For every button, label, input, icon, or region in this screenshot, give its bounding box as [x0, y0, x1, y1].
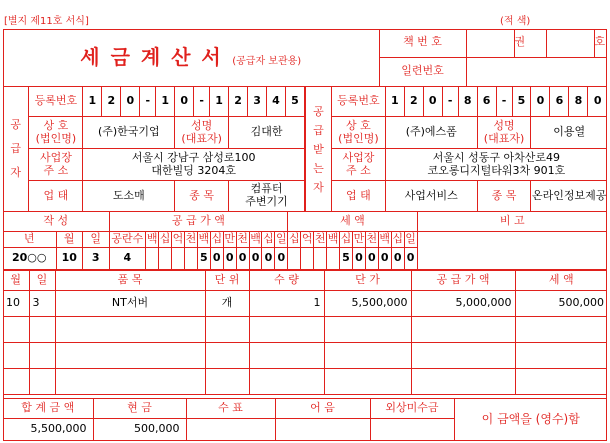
serial-label: 일련번호	[379, 57, 466, 86]
item-month[interactable]	[3, 369, 29, 395]
title-cell	[3, 29, 379, 86]
supplier-company-value: (주)한국기업	[83, 117, 175, 149]
blank-count-label: 공란수	[109, 232, 146, 248]
page-title: 세 금 계 산 서	[80, 44, 223, 69]
tax-digit	[301, 248, 314, 270]
totals-value[interactable]	[186, 419, 275, 441]
page-subtitle: (공급자 보관용)	[232, 55, 302, 67]
item-unit[interactable]	[205, 369, 249, 395]
item-supply[interactable]	[411, 317, 515, 343]
book-no-field[interactable]	[466, 29, 514, 57]
receiver-reg-digit: 1	[385, 87, 404, 117]
tax-unit-label: 일	[404, 232, 417, 248]
supplier-block	[3, 86, 305, 212]
supply-unit-label: 십	[210, 232, 223, 248]
note-header: 비 고	[417, 212, 607, 232]
supply-header: 공 급 가 액	[109, 212, 288, 232]
receipt-text: 이 금액을 (영수)함	[454, 399, 607, 441]
receiver-reg-digit: 2	[404, 87, 423, 117]
supplier-reg-digit: 1	[156, 87, 175, 117]
tax-unit-label: 만	[352, 232, 365, 248]
supply-unit-label: 천	[184, 232, 197, 248]
item-header: 일	[29, 271, 55, 291]
item-month[interactable]: 10	[3, 291, 29, 317]
supply-digit: 0	[249, 248, 262, 270]
supply-unit-label: 백	[197, 232, 210, 248]
totals-value[interactable]	[370, 419, 454, 441]
date-header: 작 성	[3, 212, 109, 232]
supply-unit-label: 천	[236, 232, 249, 248]
supplier-reg-digit: 0	[175, 87, 194, 117]
copy-color-note: (적 색)	[500, 16, 531, 27]
item-tax[interactable]	[515, 317, 607, 343]
receiver-reg-digit: 6	[550, 87, 569, 117]
tax-digit: 5	[340, 248, 353, 270]
tax-unit-label: 백	[378, 232, 391, 248]
tax-unit-label: 억	[301, 232, 314, 248]
item-name[interactable]	[55, 343, 205, 369]
supply-digit	[146, 248, 159, 270]
serial-field-4[interactable]	[594, 57, 607, 86]
tax-digit	[288, 248, 301, 270]
receiver-company-value: (주)에스폼	[385, 117, 477, 149]
totals-header: 수 표	[186, 399, 275, 419]
supply-digit: 5	[197, 248, 210, 270]
receiver-item-value: 온라인정보제공	[531, 181, 607, 212]
item-day[interactable]: 3	[29, 291, 55, 317]
supplier-name-value: 김대한	[229, 117, 305, 149]
supplier-reg-dash: -	[194, 87, 210, 117]
receiver-type-label: 업 태	[331, 181, 385, 212]
item-tax[interactable]: 500,000	[515, 291, 607, 317]
receiver-type-value: 사업서비스	[385, 181, 477, 212]
item-row	[3, 369, 607, 395]
totals-table	[3, 398, 607, 441]
item-month[interactable]	[3, 317, 29, 343]
totals-value[interactable]: 500,000	[93, 419, 186, 441]
year-label: 년	[3, 232, 56, 248]
item-qty[interactable]	[249, 369, 324, 395]
receiver-item-label: 종 목	[477, 181, 531, 212]
item-qty[interactable]	[249, 317, 324, 343]
tax-unit-label: 십	[391, 232, 404, 248]
item-day[interactable]	[29, 317, 55, 343]
tax-header: 세 액	[288, 212, 417, 232]
tax-unit-label: 천	[314, 232, 327, 248]
supplier-reg-digit: 1	[210, 87, 229, 117]
tax-digit: 0	[378, 248, 391, 270]
receiver-reg-dash: -	[442, 87, 458, 117]
supplier-reg-digit: 2	[229, 87, 248, 117]
receiver-reg-digit: 8	[458, 87, 477, 117]
item-unit[interactable]	[205, 317, 249, 343]
item-price[interactable]	[324, 317, 411, 343]
receiver-side-label: 공 급 받 는 자	[306, 87, 332, 212]
item-price[interactable]: 5,500,000	[324, 291, 411, 317]
item-day[interactable]	[29, 369, 55, 395]
totals-header: 외상미수금	[370, 399, 454, 419]
tax-unit-label: 백	[327, 232, 340, 248]
form-number-note: [별지 제11호 서식]	[4, 16, 89, 27]
day-value: 3	[83, 248, 110, 270]
blank-count-value: 4	[109, 248, 146, 270]
receiver-reg-digit: 0	[531, 87, 550, 117]
receiver-reg-digit: 8	[569, 87, 588, 117]
receiver-reg-digit: 0	[423, 87, 442, 117]
tax-unit-label: 십	[340, 232, 353, 248]
supplier-reg-digit: 5	[285, 87, 304, 117]
tax-unit-label: 천	[365, 232, 378, 248]
items-table	[3, 270, 607, 395]
supply-unit-label: 일	[275, 232, 288, 248]
receiver-block	[305, 86, 607, 212]
supply-digit: 0	[236, 248, 249, 270]
supply-unit-label: 십	[262, 232, 275, 248]
tax-digit: 0	[404, 248, 417, 270]
supplier-reg-digit: 3	[248, 87, 267, 117]
receiver-company-label: 상 호 (법인명)	[331, 117, 385, 149]
supplier-type-label: 업 태	[29, 181, 83, 212]
item-supply[interactable]	[411, 343, 515, 369]
supplier-item-value: 컴퓨터 주변기기	[229, 181, 305, 212]
book-no-label: 책 번 호	[379, 29, 466, 57]
receiver-name-value: 이용열	[531, 117, 607, 149]
totals-header: 합 계 금 액	[3, 399, 93, 419]
item-qty[interactable]	[249, 343, 324, 369]
gwon-label: 권	[514, 29, 546, 57]
supply-digit: 0	[223, 248, 236, 270]
month-value: 10	[56, 248, 83, 270]
supplier-reg-digit: 1	[83, 87, 102, 117]
tax-digit: 0	[365, 248, 378, 270]
supplier-reg-digit: 4	[267, 87, 286, 117]
tax-digit	[314, 248, 327, 270]
supplier-reg-digit: 0	[121, 87, 140, 117]
receiver-name-label: 성명 (대표자)	[477, 117, 531, 149]
ho-label: 호	[594, 29, 607, 57]
item-name[interactable]	[55, 369, 205, 395]
supplier-address-value: 서울시 강남구 삼성로100 대한빌딩 3204호	[83, 149, 305, 181]
tax-unit-label: 십	[288, 232, 301, 248]
supply-digit: 0	[210, 248, 223, 270]
day-label: 일	[83, 232, 110, 248]
supply-unit-label: 억	[172, 232, 185, 248]
tax-digit: 0	[391, 248, 404, 270]
supply-unit-label: 백	[146, 232, 159, 248]
supply-digit	[172, 248, 185, 270]
totals-header: 어 음	[275, 399, 370, 419]
item-supply[interactable]	[411, 369, 515, 395]
item-price[interactable]	[324, 343, 411, 369]
item-header: 단 위	[205, 271, 249, 291]
supply-digit: 0	[262, 248, 275, 270]
supplier-reg-dash: -	[140, 87, 156, 117]
item-name[interactable]	[55, 317, 205, 343]
note-field[interactable]	[417, 232, 607, 270]
supplier-company-label: 상 호 (법인명)	[29, 117, 83, 149]
item-qty[interactable]: 1	[249, 291, 324, 317]
item-header: 월	[3, 271, 29, 291]
receiver-reg-label: 등록번호	[331, 87, 385, 117]
tax-digit: 0	[352, 248, 365, 270]
supply-unit-label: 만	[223, 232, 236, 248]
serial-field-1[interactable]	[466, 57, 514, 86]
supply-unit-label: 백	[249, 232, 262, 248]
item-header: 공 급 가 액	[411, 271, 515, 291]
totals-value[interactable]: 5,500,000	[3, 419, 93, 441]
receiver-reg-dash: -	[496, 87, 512, 117]
item-price[interactable]	[324, 369, 411, 395]
summary-table	[3, 211, 607, 270]
item-row	[3, 317, 607, 343]
serial-field-3[interactable]	[546, 57, 594, 86]
item-unit[interactable]: 개	[205, 291, 249, 317]
supplier-reg-digit: 2	[102, 87, 121, 117]
year-value: 20○○	[3, 248, 56, 270]
item-row	[3, 291, 607, 317]
title-block	[3, 29, 607, 87]
supply-digit	[184, 248, 197, 270]
supplier-item-label: 종 목	[175, 181, 229, 212]
item-header: 품 목	[55, 271, 205, 291]
totals-value[interactable]	[275, 419, 370, 441]
receiver-reg-digit: 0	[588, 87, 607, 117]
item-header: 수 량	[249, 271, 324, 291]
serial-field-2[interactable]	[514, 57, 546, 86]
receiver-address-value: 서울시 성동구 아차산로49 코오롱디지털타워3차 901호	[385, 149, 607, 181]
item-tax[interactable]	[515, 369, 607, 395]
item-header: 단 가	[324, 271, 411, 291]
tax-digit	[327, 248, 340, 270]
receiver-reg-digit: 5	[512, 87, 531, 117]
month-label: 월	[56, 232, 83, 248]
item-row	[3, 343, 607, 369]
supply-unit-label: 십	[159, 232, 172, 248]
item-name[interactable]: NT서버	[55, 291, 205, 317]
supply-digit: 0	[275, 248, 288, 270]
item-tax[interactable]	[515, 343, 607, 369]
receiver-address-label: 사업장 주 소	[331, 149, 385, 181]
item-supply[interactable]: 5,000,000	[411, 291, 515, 317]
supplier-side-label: 공 급 자	[3, 87, 29, 212]
supplier-reg-label: 등록번호	[29, 87, 83, 117]
supplier-address-label: 사업장 주 소	[29, 149, 83, 181]
totals-header: 현 금	[93, 399, 186, 419]
item-day[interactable]	[29, 343, 55, 369]
receiver-reg-digit: 6	[477, 87, 496, 117]
item-unit[interactable]	[205, 343, 249, 369]
item-header: 세 액	[515, 271, 607, 291]
supply-digit	[159, 248, 172, 270]
supplier-type-value: 도소매	[83, 181, 175, 212]
ho-field[interactable]	[546, 29, 594, 57]
supplier-name-label: 성명 (대표자)	[175, 117, 229, 149]
item-month[interactable]	[3, 343, 29, 369]
